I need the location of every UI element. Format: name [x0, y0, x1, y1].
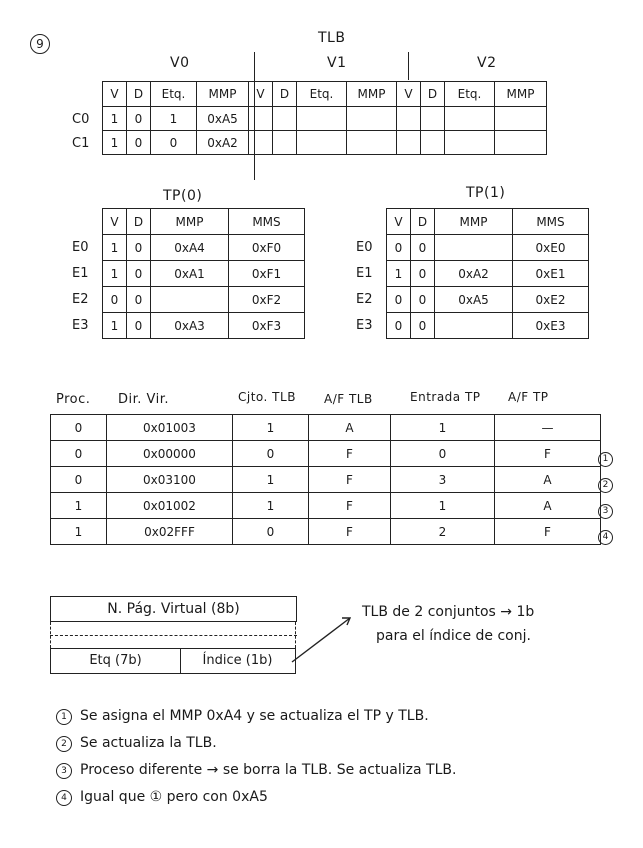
- tp0-row-label: E3: [72, 318, 89, 333]
- table-cell: 1: [151, 107, 197, 131]
- table-cell: Etq.: [297, 82, 347, 107]
- table-cell: 1: [391, 415, 495, 441]
- note-text: Proceso diferente → se borra la TLB. Se actualiza TLB.: [80, 762, 457, 778]
- tp0-row-label: E2: [72, 292, 89, 307]
- table-cell: 3: [391, 467, 495, 493]
- table-cell: MMP: [435, 209, 513, 235]
- tp0-header-row: [103, 209, 305, 235]
- table-cell: 1: [233, 415, 309, 441]
- table-cell: F: [309, 493, 391, 519]
- table-cell: 0xA5: [197, 107, 249, 131]
- note-text: Se asigna el MMP 0xA4 y se actualiza el TP y TLB.: [80, 708, 429, 724]
- table-cell: MMP: [151, 209, 229, 235]
- table-cell: V: [103, 209, 127, 235]
- table-cell: 0: [387, 313, 411, 339]
- table-cell: [249, 131, 273, 155]
- row-marker: 2: [598, 472, 613, 493]
- tp1-row: [387, 287, 589, 313]
- table-cell: 0xE3: [513, 313, 589, 339]
- table-cell: D: [273, 82, 297, 107]
- note: [56, 762, 456, 779]
- table-cell: 0: [233, 519, 309, 545]
- tp0-row-label: E0: [72, 240, 89, 255]
- table-cell: 0: [411, 235, 435, 261]
- access-header: A/F TLB: [324, 392, 373, 406]
- access-row: [51, 415, 601, 441]
- table-cell: MMS: [229, 209, 305, 235]
- table-cell: [495, 107, 547, 131]
- tp1-title: TP(1): [466, 185, 506, 201]
- table-cell: 0: [151, 131, 197, 155]
- arrow-icon: [290, 612, 360, 664]
- row-marker: 1: [598, 446, 613, 467]
- table-cell: 1: [103, 235, 127, 261]
- tp1-row-label: E0: [356, 240, 373, 255]
- table-cell: V: [397, 82, 421, 107]
- table-cell: [273, 107, 297, 131]
- tlb-row-label: C1: [72, 136, 90, 151]
- table-cell: 0x02FFF: [107, 519, 233, 545]
- access-row: [51, 441, 601, 467]
- table-cell: 0: [387, 235, 411, 261]
- vpn-box: N. Pág. Virtual (8b): [50, 596, 297, 622]
- table-cell: 0: [391, 441, 495, 467]
- table-cell: 1: [387, 261, 411, 287]
- table-cell: 0: [411, 287, 435, 313]
- table-cell: [421, 131, 445, 155]
- annotation: [362, 600, 534, 648]
- table-cell: 0xF3: [229, 313, 305, 339]
- table-cell: 0xA2: [435, 261, 513, 287]
- index-field: Índice (1b): [180, 648, 296, 674]
- tp0-row: [103, 287, 305, 313]
- table-cell: 0: [411, 313, 435, 339]
- note-marker: 1: [56, 709, 72, 725]
- table-cell: F: [309, 519, 391, 545]
- table-cell: [435, 313, 513, 339]
- table-cell: D: [421, 82, 445, 107]
- tp0-row-label: E1: [72, 266, 89, 281]
- tp1-row-label: E2: [356, 292, 373, 307]
- table-cell: V: [249, 82, 273, 107]
- note: [56, 735, 217, 752]
- table-cell: 0x00000: [107, 441, 233, 467]
- table-cell: 0: [103, 287, 127, 313]
- table-cell: V: [387, 209, 411, 235]
- table-cell: 0xE0: [513, 235, 589, 261]
- table-cell: D: [411, 209, 435, 235]
- table-cell: 0x01003: [107, 415, 233, 441]
- table-cell: [151, 287, 229, 313]
- table-cell: F: [495, 441, 601, 467]
- note: [56, 789, 268, 806]
- table-cell: Etq.: [445, 82, 495, 107]
- tp1-row-label: E3: [356, 318, 373, 333]
- note-text: Se actualiza la TLB.: [80, 735, 217, 751]
- note-marker: 3: [56, 763, 72, 779]
- table-cell: D: [127, 82, 151, 107]
- table-cell: [347, 107, 397, 131]
- table-cell: MMP: [495, 82, 547, 107]
- table-cell: 0x01002: [107, 493, 233, 519]
- table-cell: [445, 107, 495, 131]
- tp0-row: [103, 261, 305, 287]
- table-cell: 1: [51, 519, 107, 545]
- tp1-row-label: E1: [356, 266, 373, 281]
- table-cell: [273, 131, 297, 155]
- table-cell: 0: [51, 441, 107, 467]
- row-marker: 4: [598, 524, 613, 545]
- note: [56, 708, 429, 725]
- table-cell: 0: [411, 261, 435, 287]
- table-cell: 0: [127, 107, 151, 131]
- table-cell: 1: [51, 493, 107, 519]
- access-row: [51, 493, 601, 519]
- tag-field: Etq (7b): [50, 648, 181, 674]
- tlb-header-row: [103, 82, 547, 107]
- tlb-row: [103, 131, 547, 155]
- table-cell: Etq.: [151, 82, 197, 107]
- table-cell: [347, 131, 397, 155]
- table-cell: 0: [387, 287, 411, 313]
- table-cell: 0xA2: [197, 131, 249, 155]
- table-cell: V: [103, 82, 127, 107]
- problem-number: 9: [30, 33, 50, 54]
- tlb-way-label: V1: [327, 55, 347, 71]
- access-row: [51, 519, 601, 545]
- table-cell: 1: [233, 467, 309, 493]
- tp0-title: TP(0): [163, 188, 203, 204]
- tlb-row-label: C0: [72, 112, 90, 127]
- table-cell: 0: [51, 467, 107, 493]
- note-marker: 2: [56, 736, 72, 752]
- table-cell: 0xE1: [513, 261, 589, 287]
- table-cell: [297, 131, 347, 155]
- table-cell: 0: [233, 441, 309, 467]
- tp0-table: [102, 208, 305, 339]
- way-separator: [408, 52, 409, 80]
- tlb-table: [102, 81, 547, 155]
- table-cell: [421, 107, 445, 131]
- table-cell: 0xA5: [435, 287, 513, 313]
- table-cell: 0: [127, 261, 151, 287]
- table-cell: 1: [103, 107, 127, 131]
- access-header: A/F TP: [508, 390, 549, 404]
- access-header: Proc.: [56, 392, 91, 407]
- tp1-header-row: [387, 209, 589, 235]
- tlb-title: TLB: [318, 30, 346, 46]
- table-cell: 0x03100: [107, 467, 233, 493]
- table-cell: 0: [127, 131, 151, 155]
- table-cell: [435, 235, 513, 261]
- table-cell: F: [309, 467, 391, 493]
- tlb-way-label: V0: [170, 55, 190, 71]
- table-cell: —: [495, 415, 601, 441]
- table-cell: 1: [391, 493, 495, 519]
- access-header: Dir. Vir.: [118, 392, 170, 407]
- tlb-way-label: V2: [477, 55, 497, 71]
- table-cell: 0: [51, 415, 107, 441]
- note-marker: 4: [56, 790, 72, 806]
- table-cell: MMP: [347, 82, 397, 107]
- access-row: [51, 467, 601, 493]
- access-header: Cjto. TLB: [238, 390, 296, 404]
- table-cell: 1: [233, 493, 309, 519]
- table-cell: 0: [127, 287, 151, 313]
- tp0-row: [103, 313, 305, 339]
- table-cell: 0xE2: [513, 287, 589, 313]
- table-cell: 1: [103, 313, 127, 339]
- table-cell: 1: [103, 261, 127, 287]
- access-header: Entrada TP: [410, 390, 481, 404]
- table-cell: 0xF0: [229, 235, 305, 261]
- table-cell: F: [495, 519, 601, 545]
- table-cell: [249, 107, 273, 131]
- table-cell: 0xF1: [229, 261, 305, 287]
- table-cell: 0xF2: [229, 287, 305, 313]
- tlb-row: [103, 107, 547, 131]
- table-cell: A: [309, 415, 391, 441]
- tp1-row: [387, 313, 589, 339]
- row-marker: 3: [598, 498, 613, 519]
- table-cell: MMS: [513, 209, 589, 235]
- table-cell: [495, 131, 547, 155]
- table-cell: [297, 107, 347, 131]
- access-table: [50, 414, 601, 545]
- tp1-row: [387, 235, 589, 261]
- annotation-line: TLB de 2 conjuntos → 1b: [362, 604, 535, 620]
- table-cell: 1: [103, 131, 127, 155]
- table-cell: 0: [127, 313, 151, 339]
- table-cell: 2: [391, 519, 495, 545]
- note-text: Igual que ① pero con 0xA5: [80, 789, 268, 805]
- tp1-row: [387, 261, 589, 287]
- table-cell: MMP: [197, 82, 249, 107]
- table-cell: [397, 107, 421, 131]
- table-cell: 0xA4: [151, 235, 229, 261]
- table-cell: 0xA1: [151, 261, 229, 287]
- dashed-divider: [50, 635, 297, 636]
- table-cell: [397, 131, 421, 155]
- table-cell: D: [127, 209, 151, 235]
- annotation-line: para el índice de conj.: [376, 628, 531, 644]
- tp1-table: [386, 208, 589, 339]
- table-cell: 0xA3: [151, 313, 229, 339]
- table-cell: A: [495, 467, 601, 493]
- table-cell: [445, 131, 495, 155]
- tp0-row: [103, 235, 305, 261]
- table-cell: F: [309, 441, 391, 467]
- table-cell: 0: [127, 235, 151, 261]
- table-cell: A: [495, 493, 601, 519]
